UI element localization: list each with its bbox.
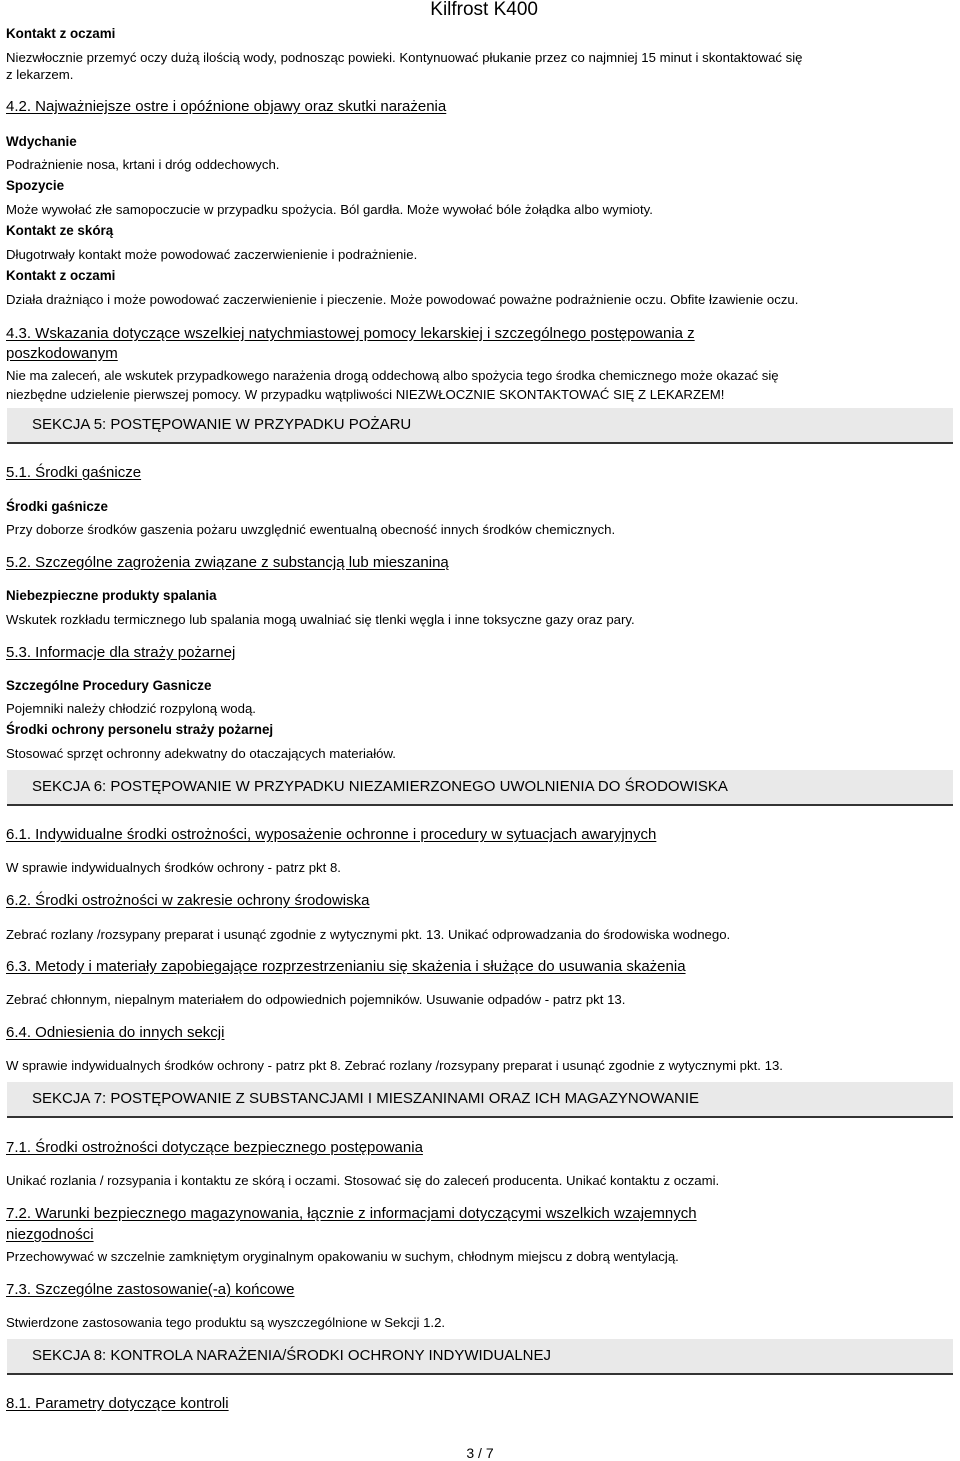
skin-contact-heading: Kontakt ze skórą (6, 223, 114, 238)
section-4-3-title-line2: poszkodowanym (6, 345, 118, 362)
section-5-header (7, 408, 953, 444)
combustion-products-text: Wskutek rozkładu termicznego lub spalania mogą uwalniać się tlenki węgla i inne toksyczne gazy oraz pary. (6, 612, 635, 627)
firefighting-procedures-heading: Szczególne Procedury Gasnicze (6, 678, 212, 693)
section-8-1-title: 8.1. Parametry dotyczące kontroli (6, 1395, 229, 1412)
section-5-2-title: 5.2. Szczególne zagrożenia związane z substancją lub mieszaniną (6, 554, 449, 571)
inhalation-text: Podrażnienie nosa, krtani i dróg oddechowych. (6, 157, 280, 172)
section-4-3-title-line1: 4.3. Wskazania dotyczące wszelkiej natychmiastowej pomocy lekarskiej i szczególnego postępowania z (6, 325, 695, 342)
skin-contact-text: Długotrwały kontakt może powodować zaczerwienienie i podrażnienie. (6, 247, 418, 262)
section-6-4-title: 6.4. Odniesienia do innych sekcji (6, 1024, 225, 1041)
firefighter-protection-heading: Środki ochrony personelu straży pożarnej (6, 722, 274, 737)
section-7-2-title-line2: niezgodności (6, 1226, 94, 1243)
firefighter-protection-text: Stosować sprzęt ochronny adekwatny do otaczających materiałów. (6, 746, 396, 761)
product-name: Kilfrost K400 (430, 0, 538, 20)
section-6-3-title: 6.3. Metody i materiały zapobiegające rozprzestrzenianiu się skażenia i służące do usuwania skażenia (6, 958, 686, 975)
section-6-3-text: Zebrać chłonnym, niepalnym materiałem do odpowiednich pojemników. Usuwanie odpadów - patrz pkt 13. (6, 992, 626, 1007)
eye-contact-text-2: Działa drażniąco i może powodować zaczerwienienie i pieczenie. Może powodować poważne podrażnienie oczu. Obfite łzawienie oczu. (6, 292, 799, 307)
section-4-3-text-line2: niezbędne udzielenie pierwszej pomocy. W przypadku wątpliwości NIEZWŁOCZNIE SKONTAKTOWAĆ SIĘ Z LEKARZEM! (6, 387, 725, 402)
section-7-header-text: SEKCJA 7: POSTĘPOWANIE Z SUBSTANCJAMI I MIESZANINAMI ORAZ ICH MAGAZYNOWANIE (32, 1090, 700, 1107)
section-6-1-text: W sprawie indywidualnych środków ochrony - patrz pkt 8. (6, 860, 341, 875)
ingestion-text: Może wywołać złe samopoczucie w przypadku spożycia. Ból gardła. Może wywołać bóle żołądka albo wymioty. (6, 202, 653, 217)
section-7-2-text: Przechowywać w szczelnie zamkniętym oryginalnym opakowaniu w suchym, chłodnym miejscu z dobrą wentylacją. (6, 1249, 679, 1264)
section-5-header-text: SEKCJA 5: POSTĘPOWANIE W PRZYPADKU POŻARU (32, 416, 412, 433)
extinguishing-media-heading: Środki gaśnicze (6, 499, 108, 514)
section-6-4-text: W sprawie indywidualnych środków ochrony - patrz pkt 8. Zebrać rozlany /rozsypany preparat i usunąć zgodnie z wytycznymi pkt. 13. (6, 1058, 783, 1073)
eye-contact-heading: Kontakt z oczami (6, 26, 116, 41)
section-4-3-text-line1: Nie ma zaleceń, ale wskutek przypadkowego narażenia drogą oddechową albo spożycia tego środka chemicznego może okazać się (6, 368, 779, 383)
eye-contact-heading-2: Kontakt z oczami (6, 268, 116, 283)
section-6-1-title: 6.1. Indywidualne środki ostrożności, wyposażenie ochronne i procedury w sytuacjach awaryjnych (6, 826, 657, 843)
inhalation-heading: Wdychanie (6, 134, 77, 149)
section-7-2-title-line1: 7.2. Warunki bezpiecznego magazynowania, łącznie z informacjami dotyczącymi wszelkich wzajemnych (6, 1205, 697, 1222)
ingestion-heading: Spozycie (6, 178, 65, 193)
section-7-header (7, 1082, 953, 1118)
section-6-header (7, 770, 953, 806)
section-7-1-title: 7.1. Środki ostrożności dotyczące bezpiecznego postępowania (6, 1139, 423, 1156)
section-5-3-title: 5.3. Informacje dla straży pożarnej (6, 644, 236, 661)
section-5-1-title: 5.1. Środki gaśnicze (6, 464, 142, 481)
section-7-3-title: 7.3. Szczególne zastosowanie(-a) końcowe (6, 1281, 295, 1298)
eye-contact-text-line2: z lekarzem. (6, 67, 74, 82)
section-6-header-text: SEKCJA 6: POSTĘPOWANIE W PRZYPADKU NIEZAMIERZONEGO UWOLNIENIA DO ŚRODOWISKA (32, 778, 728, 795)
section-8-header-text: SEKCJA 8: KONTROLA NARAŻENIA/ŚRODKI OCHRONY INDYWIDUALNEJ (32, 1347, 551, 1364)
section-8-header (7, 1339, 953, 1375)
section-4-2-title: 4.2. Najważniejsze ostre i opóźnione objawy oraz skutki narażenia (6, 98, 447, 115)
extinguishing-media-text: Przy doborze środków gaszenia pożaru uwzględnić ewentualną obecność innych środków chemicznych. (6, 522, 616, 537)
section-6-2-title: 6.2. Środki ostrożności w zakresie ochrony środowiska (6, 892, 370, 909)
section-7-3-text: Stwierdzone zastosowania tego produktu są wyszczególnione w Sekcji 1.2. (6, 1315, 446, 1330)
page-number: 3 / 7 (466, 1445, 494, 1461)
combustion-products-heading: Niebezpieczne produkty spalania (6, 588, 217, 603)
section-6-2-text: Zebrać rozlany /rozsypany preparat i usunąć zgodnie z wytycznymi pkt. 13. Unikać odprowadzania do środowiska wodnego. (6, 927, 731, 942)
firefighting-procedures-text: Pojemniki należy chłodzić rozpyloną wodą. (6, 701, 256, 716)
eye-contact-text-line1: Niezwłocznie przemyć oczy dużą ilością wody, podnosząc powieki. Kontynuować płukanie przez co najmniej 15 minut i skontaktować się (6, 50, 803, 65)
section-7-1-text: Unikać rozlania / rozsypania i kontaktu ze skórą i oczami. Stosować się do zaleceń producenta. Unikać kontaktu z oczami. (6, 1173, 720, 1188)
